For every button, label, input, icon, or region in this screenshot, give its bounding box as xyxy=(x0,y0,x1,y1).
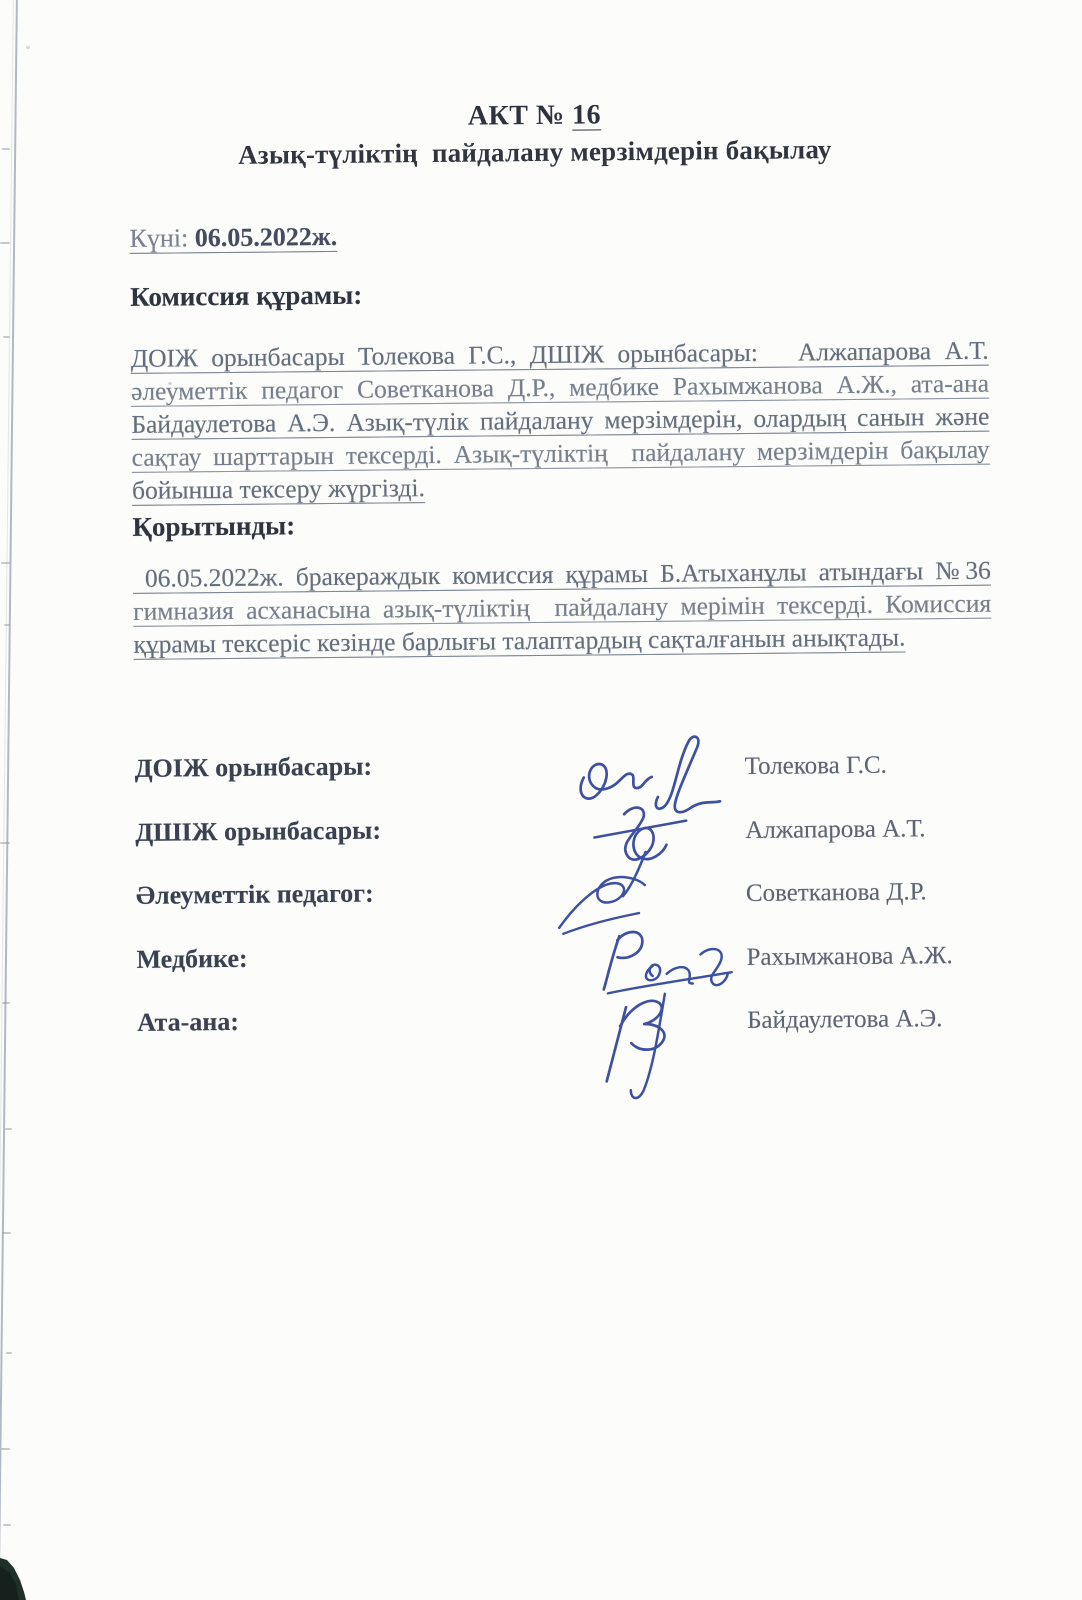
date-value: 06.05.2022ж. xyxy=(194,221,338,253)
document-title xyxy=(0,95,1076,137)
document-subtitle: Азық-түліктің пайдалану мерзімдерін бақылау xyxy=(237,134,832,170)
signatory-name: Толекова Г.С. xyxy=(744,751,887,781)
commission-paragraph xyxy=(131,334,991,507)
signatory-name: Рахымжанова А.Ж. xyxy=(746,942,953,972)
paragraph-line: 06.05.2022ж. бракераждык комиссия құрамы Б.Атыханұлы атындағы №36 xyxy=(132,555,991,593)
signatory-name: Алжапарова А.Т. xyxy=(745,815,926,845)
paragraph-line: сақтау шарттарын тексерді. Азық-түліктің пайдалану мерзімдерін бақылау xyxy=(131,434,990,472)
signature-label-nurse: Медбике: xyxy=(136,943,248,974)
signature-label-dshizh: ДШІЖ орынбасары: xyxy=(135,815,382,847)
title-text: АКТ № xyxy=(467,99,573,132)
date-line xyxy=(129,222,337,254)
paragraph-line: Байдаулетова А.Э. Азық-түлік пайдалану мерзімдерін, олардың санын және xyxy=(131,401,990,439)
signature-label-parent: Ата-ана: xyxy=(136,1006,240,1037)
date-label: Күні: xyxy=(129,223,189,253)
paragraph-line: құрамы тексеріс кезінде барлығы талаптардың сақталғанын анықтады. xyxy=(133,622,906,659)
signatory-name: Байдаулетова А.Э. xyxy=(746,1005,943,1035)
conclusion-paragraph xyxy=(133,554,992,661)
commission-heading: Комиссия құрамы: xyxy=(130,279,363,312)
signature-label-social-pedagogue: Әлеуметтік педагог: xyxy=(135,878,374,910)
paragraph-line: әлеуметтік педагог Советканова Д.Р., медбике Рахымжанова А.Ж., ата-ана xyxy=(130,368,990,406)
paragraph-line: ДОІЖ орынбасары Толекова Г.С., ДШІЖ орынбасары: Алжапарова А.Т. xyxy=(130,335,989,373)
signature-ink-baidauletova xyxy=(596,980,705,1103)
paragraph-line: гимназия асханасына азық-түліктің пайдалану мерімін тексерді. Комиссия xyxy=(133,588,992,626)
conclusion-heading: Қорытынды: xyxy=(132,510,296,542)
act-number: 16 xyxy=(571,99,602,131)
signature-label-doizh: ДОІЖ орынбасары: xyxy=(134,751,373,783)
signatory-name: Советканова Д.Р. xyxy=(745,878,927,908)
paragraph-line: бойынша тексеру жүргізді. xyxy=(131,473,426,505)
